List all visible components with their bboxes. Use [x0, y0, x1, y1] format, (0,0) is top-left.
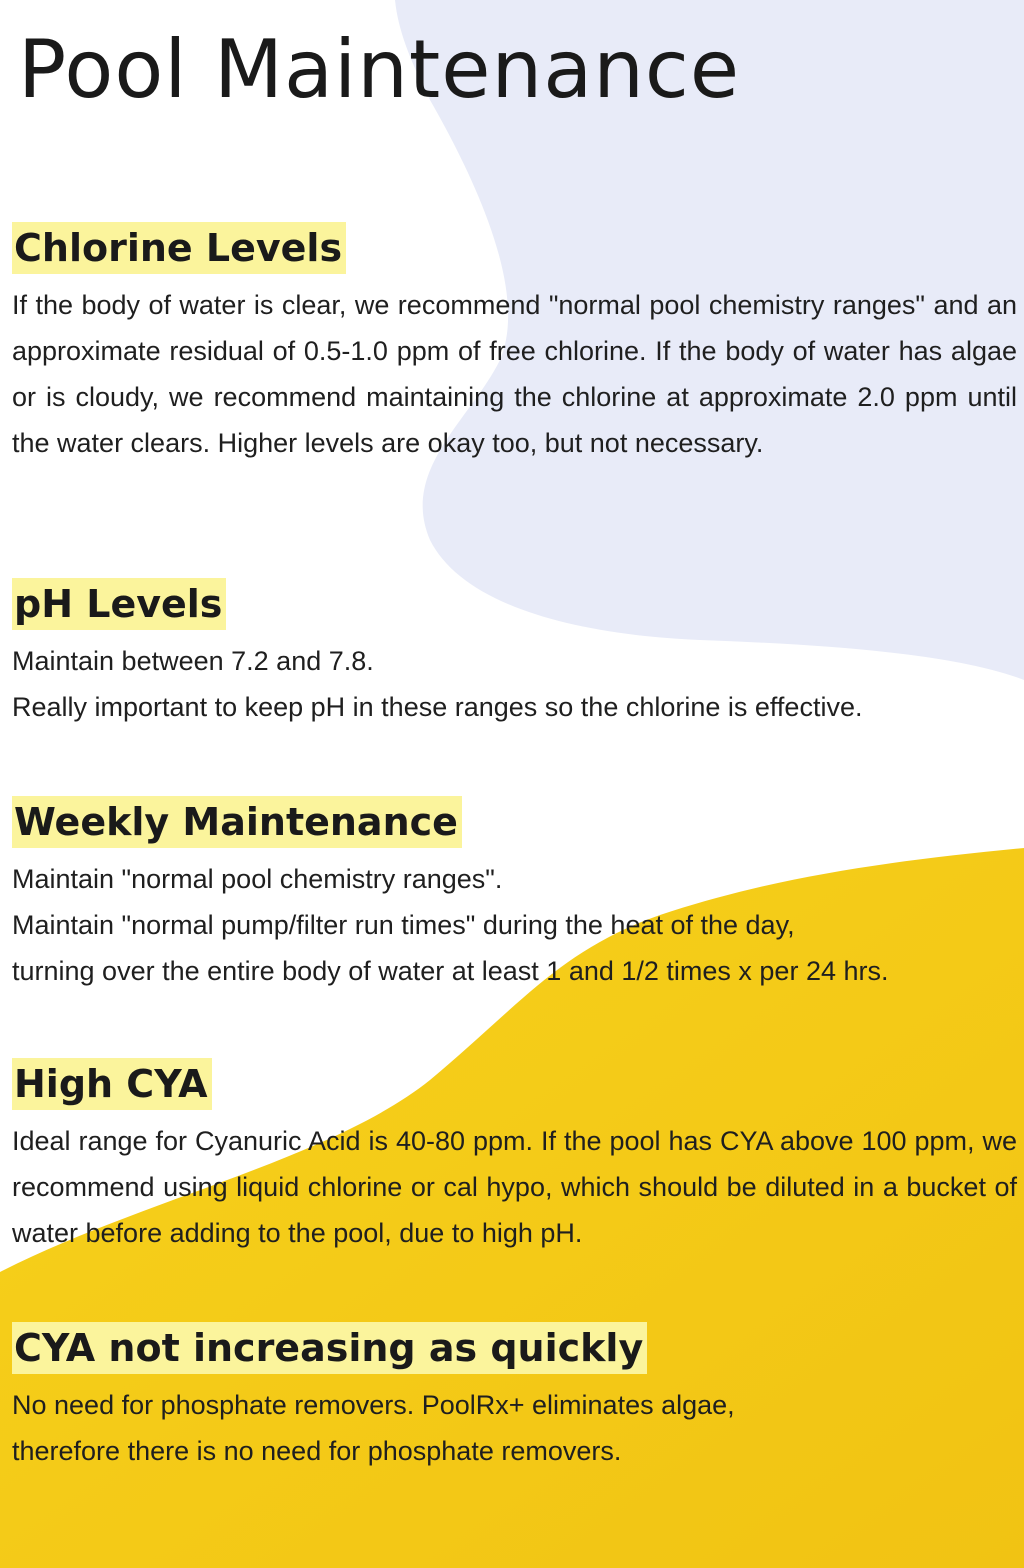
- body-line: No need for phosphate removers. PoolRx+ eliminates algae,: [12, 1390, 735, 1420]
- body-line: turning over the entire body of water at least 1 and 1/2 times x per 24 hrs.: [12, 956, 889, 986]
- section-body: If the body of water is clear, we recommend "normal pool chemistry ranges" and an approximate residual of 0.5-1.0 ppm of free chlorine. If the body of water has algae or is cloudy, we recommend maintaining the chlorine at approximate 2.0 ppm until the water clears. Higher levels are okay too, but not necessary.: [12, 290, 1017, 458]
- page-title: Pool Maintenance: [18, 23, 741, 116]
- section-heading: Chlorine Levels: [12, 222, 346, 274]
- body-line: Maintain between 7.2 and 7.8.: [12, 646, 374, 676]
- section-body: [12, 856, 1017, 994]
- section-high-cya: [12, 1058, 1017, 1256]
- section-heading: pH Levels: [12, 578, 226, 630]
- section-heading: High CYA: [12, 1058, 212, 1110]
- section-body: [12, 638, 1017, 730]
- section-body: Ideal range for Cyanuric Acid is 40-80 ppm. If the pool has CYA above 100 ppm, we recommend using liquid chlorine or cal hypo, which should be diluted in a bucket of water before adding to the pool, due to high pH.: [12, 1126, 1017, 1248]
- body-line: therefore there is no need for phosphate removers.: [12, 1436, 622, 1466]
- body-line: Maintain "normal pump/filter run times" during the heat of the day,: [12, 910, 795, 940]
- section-heading: CYA not increasing as quickly: [12, 1322, 647, 1374]
- section-heading: Weekly Maintenance: [12, 796, 462, 848]
- body-line: Really important to keep pH in these ranges so the chlorine is effective.: [12, 692, 863, 722]
- section-chlorine-levels: [12, 222, 1017, 466]
- section-ph-levels: [12, 578, 1017, 730]
- section-cya-not-increasing: [12, 1322, 1017, 1474]
- section-body: [12, 1382, 1017, 1474]
- section-weekly-maintenance: [12, 796, 1017, 994]
- body-line: Maintain "normal pool chemistry ranges".: [12, 864, 503, 894]
